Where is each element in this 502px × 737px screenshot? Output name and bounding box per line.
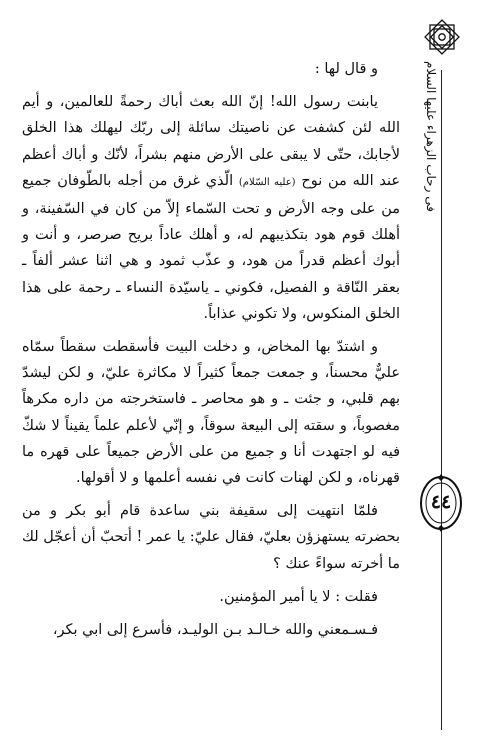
paragraph-2 [22, 89, 400, 327]
paragraph-3: و اشتدّ بها المخاض، و دخلت البيت فأسقطت سقطاً سمّاه عليٌّ محسناً، و جمعت جمعاً كثيراً لا مكاثرة عليّ، و لكن ليشدّ بهم قلبي، و جئت ـ و هو محاصر ـ فاستخرجته من داره مكرهاً مغصوباً، و سقته إلى البيعة سوقاً، و إنّي لأعلم علماً يقيناً لا شكّ فيه لو اجتهدت أنا و جميع من على الأرض جميعاً على قهره ما قهرناه، و لكن لهنات كانت في نفسه أعلمها و لا أقولها. [22, 339, 400, 487]
page-number-badge [418, 472, 464, 534]
paragraph-2-text-b: الّذي غرق من أجله بالطّوفان جميع من على وجه الأرض و تحت السّماء إلاّ من كان في السّفينة، و أهلك قوم هود بتكذيبهم له، و أهلك عاداً بريح صرصر، و أنت و أبوك أعظم قدراً من هود، و عذّب ثمود و هي اثنا عشر ألفاً ـ بعقر النّاقة و الفصيل، فكوني ـ ياسيّدة النساء ـ رحمة على هذا الخلق المنكوس، ولا تكوني عذاباً. [22, 172, 400, 322]
paragraph-6: فـسـمعني والله خـالـد بـن الوليـد، فأسرع إلى ابي بكر، [52, 622, 378, 639]
paragraph-1: و قال لها : [314, 61, 378, 77]
page-number: ٤٤ [430, 491, 452, 513]
page-text [22, 56, 400, 643]
honorific: (عليه السّلام) [238, 176, 296, 188]
margin-rule [441, 70, 442, 730]
paragraph-5: فقلت : لا يا أمير المؤمنين. [219, 588, 378, 605]
running-title: فى رحاب الزهراء عليها السلام [424, 61, 438, 212]
paragraph-4: فلمّا انتهيت إلى سقيفة بني ساعدة قام أبو بكر و من بحضرته يستهزؤن بعليّ، فقال عليّ: يا عمر ! أتحبّ أن أعجّل لك ما أخرته سواءً عنك ؟ [22, 503, 400, 572]
paragraph-2-text-a: يابنت رسول الله! إنّ الله بعث أباك رحمةً للعالمين، و أيم الله لئن كشفت عن ناصيتك سائلة إلى ربّك ليهلك هذا الخلق لأجابك، حتّى لا يبقى على الأرض منهم بشراً، لأنّك و أباك أعظم عند الله من نوح [22, 94, 400, 189]
star-ornament-icon [421, 16, 463, 58]
page-sidebar [412, 0, 470, 737]
